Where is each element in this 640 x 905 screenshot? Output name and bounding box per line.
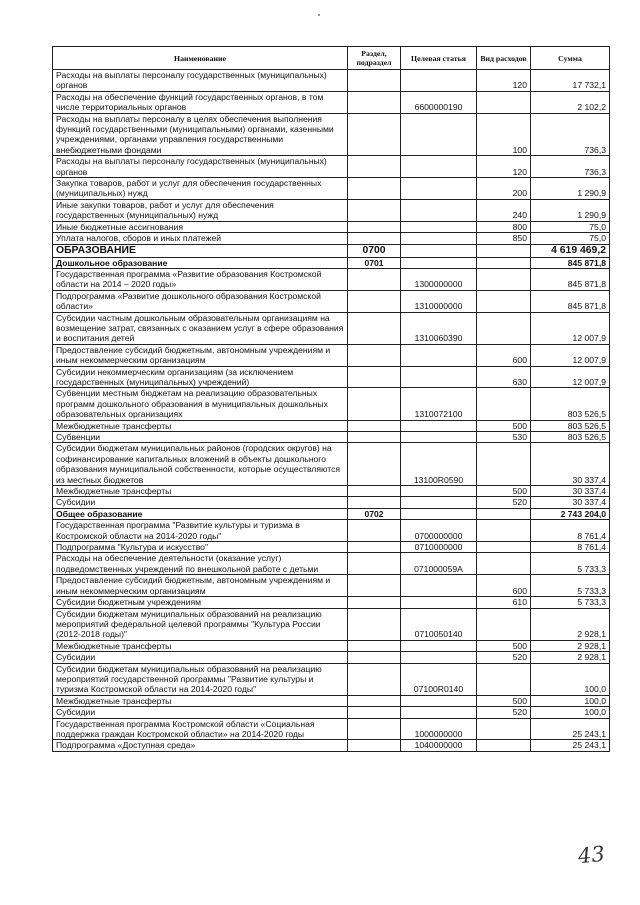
row-section (348, 312, 401, 344)
row-amount: 75,0 (531, 233, 610, 244)
row-name: Субвенции (53, 432, 348, 443)
row-target (401, 652, 477, 663)
row-section (348, 91, 401, 113)
table-row (53, 608, 610, 640)
header-section: Раздел, подраздел (348, 47, 401, 70)
row-section (348, 707, 401, 718)
row-vid: 100 (477, 113, 531, 156)
row-section (348, 575, 401, 597)
row-amount: 100,0 (531, 663, 610, 695)
table-row (53, 695, 610, 706)
row-vid (477, 520, 531, 542)
row-vid: 120 (477, 70, 531, 92)
row-target (401, 420, 477, 431)
row-target: 1310072100 (401, 388, 477, 420)
row-name: Субсидии бюджетам муниципальных образований на реализацию мероприятий государственной программы "Развитие культуры и туризма Костромской области на 2014-2020 годы" (53, 663, 348, 695)
row-section (348, 608, 401, 640)
table-row (53, 542, 610, 553)
row-vid (477, 718, 531, 740)
table-row (53, 652, 610, 663)
row-name: Межбюджетные трансферты (53, 695, 348, 706)
row-name: Субвенции местным бюджетам на реализацию образовательных программ дошкольного образования в муниципальных дошкольных образовательных организациях (53, 388, 348, 420)
row-section (348, 520, 401, 542)
table-row (53, 663, 610, 695)
row-amount: 2 928,1 (531, 608, 610, 640)
header-name: Наименование (53, 47, 348, 70)
row-name: Государственная программа "Развитие культуры и туризма в Костромской области на 2014-2020 годы" (53, 520, 348, 542)
row-name: Субсидии бюджетам муниципальных образований на реализацию мероприятий федеральной целевой программы "Культура России (2012-2018 годы)" (53, 608, 348, 640)
table-row (53, 70, 610, 92)
table-row (53, 388, 610, 420)
table-row (53, 113, 610, 156)
row-amount: 12 007,9 (531, 366, 610, 388)
row-target (401, 497, 477, 508)
row-section (348, 156, 401, 178)
row-vid (477, 290, 531, 312)
row-amount: 1 290,9 (531, 178, 610, 200)
table-row (53, 553, 610, 575)
row-amount: 2 928,1 (531, 652, 610, 663)
row-section (348, 199, 401, 221)
row-target: 1310000000 (401, 290, 477, 312)
scan-speck (318, 14, 320, 16)
table-row (53, 443, 610, 486)
row-amount: 75,0 (531, 221, 610, 232)
row-amount: 30 337,4 (531, 443, 610, 486)
table-row (53, 199, 610, 221)
row-amount: 845 871,8 (531, 257, 610, 268)
row-vid: 520 (477, 497, 531, 508)
row-vid: 500 (477, 420, 531, 431)
row-section (348, 420, 401, 431)
row-section (348, 695, 401, 706)
row-vid: 500 (477, 695, 531, 706)
row-target: 0710050140 (401, 608, 477, 640)
row-vid (477, 244, 531, 257)
row-vid: 600 (477, 575, 531, 597)
row-vid (477, 388, 531, 420)
row-amount: 5 733,3 (531, 553, 610, 575)
row-amount: 30 337,4 (531, 497, 610, 508)
row-vid: 240 (477, 199, 531, 221)
table-row (53, 432, 610, 443)
budget-table (52, 46, 610, 752)
row-target (401, 344, 477, 366)
table-row (53, 91, 610, 113)
row-name: Подпрограмма "Культура и искусство" (53, 542, 348, 553)
row-name: Межбюджетные трансферты (53, 486, 348, 497)
row-vid: 200 (477, 178, 531, 200)
row-amount: 803 526,5 (531, 388, 610, 420)
row-section (348, 718, 401, 740)
table-row (53, 268, 610, 290)
table-row (53, 257, 610, 268)
row-target: 07100R0140 (401, 663, 477, 695)
row-section: 0700 (348, 244, 401, 257)
row-target (401, 486, 477, 497)
row-amount: 8 761,4 (531, 520, 610, 542)
row-vid (477, 553, 531, 575)
row-section: 0701 (348, 257, 401, 268)
row-name: Уплата налогов, сборов и иных платежей (53, 233, 348, 244)
row-name: Закупка товаров, работ и услуг для обеспечения государственных (муниципальных) нужд (53, 178, 348, 200)
row-amount: 845 871,8 (531, 268, 610, 290)
row-target: 1040000000 (401, 740, 477, 751)
row-target: 0710000000 (401, 542, 477, 553)
row-target (401, 707, 477, 718)
row-target (401, 257, 477, 268)
row-name: Субсидии частным дошкольным образовательным организациям на возмещение затрат, связанных с оказанием услуг в сфере образования и воспитания детей (53, 312, 348, 344)
row-section (348, 486, 401, 497)
row-name: Субсидии бюджетам муниципальных районов (городских округов) на софинансирование капитальных вложений в объекты дошкольного образования муниципальной собственности, которые осуществляются из местных бюджетов (53, 443, 348, 486)
table-row (53, 497, 610, 508)
row-vid: 850 (477, 233, 531, 244)
row-section (348, 178, 401, 200)
row-amount: 17 732,1 (531, 70, 610, 92)
row-amount: 5 733,3 (531, 575, 610, 597)
row-section (348, 221, 401, 232)
row-section (348, 663, 401, 695)
row-name: Подпрограмма «Развитие дошкольного образования Костромской области» (53, 290, 348, 312)
row-target (401, 508, 477, 519)
row-amount: 25 243,1 (531, 718, 610, 740)
row-name: Субсидии бюджетным учреждениям (53, 597, 348, 608)
row-amount: 30 337,4 (531, 486, 610, 497)
row-section (348, 640, 401, 651)
row-target (401, 575, 477, 597)
row-name: Расходы на обеспечение функций государственных органов, в том числе территориальных органов (53, 91, 348, 113)
row-vid: 600 (477, 344, 531, 366)
row-vid (477, 740, 531, 751)
row-section (348, 366, 401, 388)
header-amount: Сумма (531, 47, 610, 70)
row-section (348, 497, 401, 508)
table-row (53, 597, 610, 608)
row-name: Дошкольное образование (53, 257, 348, 268)
row-section (348, 113, 401, 156)
row-amount: 5 733,3 (531, 597, 610, 608)
row-amount: 2 743 204,0 (531, 508, 610, 519)
row-name: Субсидии (53, 707, 348, 718)
row-name: Предоставление субсидий бюджетным, автономным учреждениям и иным некоммерческим организациям (53, 575, 348, 597)
row-amount: 12 007,9 (531, 312, 610, 344)
row-section (348, 233, 401, 244)
row-target: 1000000000 (401, 718, 477, 740)
row-target (401, 432, 477, 443)
row-target (401, 156, 477, 178)
row-target (401, 221, 477, 232)
row-vid (477, 443, 531, 486)
row-name: Расходы на обеспечение деятельности (оказание услуг) подведомственных учреждений по внешкольной работе с детьми (53, 553, 348, 575)
row-amount: 1 290,9 (531, 199, 610, 221)
row-name: Межбюджетные трансферты (53, 640, 348, 651)
row-target (401, 597, 477, 608)
row-vid: 520 (477, 652, 531, 663)
row-amount: 12 007,9 (531, 344, 610, 366)
table-row (53, 420, 610, 431)
table-row (53, 486, 610, 497)
row-vid (477, 91, 531, 113)
row-vid: 530 (477, 432, 531, 443)
row-target (401, 233, 477, 244)
row-vid: 630 (477, 366, 531, 388)
row-amount: 25 243,1 (531, 740, 610, 751)
row-target (401, 244, 477, 257)
row-amount: 4 619 469,2 (531, 244, 610, 257)
table-row (53, 575, 610, 597)
row-amount: 803 526,5 (531, 420, 610, 431)
table-header (53, 47, 610, 70)
table-row (53, 233, 610, 244)
table-row (53, 508, 610, 519)
table-row (53, 178, 610, 200)
table-row (53, 221, 610, 232)
row-vid (477, 508, 531, 519)
row-amount: 2 102,2 (531, 91, 610, 113)
row-vid: 500 (477, 486, 531, 497)
row-target (401, 70, 477, 92)
row-section (348, 388, 401, 420)
row-target: 6600000190 (401, 91, 477, 113)
table-row (53, 290, 610, 312)
row-amount: 2 928,1 (531, 640, 610, 651)
row-vid: 520 (477, 707, 531, 718)
row-amount: 8 761,4 (531, 542, 610, 553)
table-row (53, 707, 610, 718)
row-target: 1300000000 (401, 268, 477, 290)
row-section (348, 542, 401, 553)
table-row (53, 640, 610, 651)
row-name: Расходы на выплаты персоналу государственных (муниципальных) органов (53, 156, 348, 178)
row-section (348, 553, 401, 575)
row-vid (477, 257, 531, 268)
row-section (348, 740, 401, 751)
row-name: Государственная программа «Развитие образования Костромской области на 2014 – 2020 годы» (53, 268, 348, 290)
row-vid (477, 608, 531, 640)
row-section (348, 268, 401, 290)
row-target: 1310060390 (401, 312, 477, 344)
row-target (401, 366, 477, 388)
row-target (401, 640, 477, 651)
row-amount: 100,0 (531, 707, 610, 718)
row-target (401, 199, 477, 221)
row-vid: 800 (477, 221, 531, 232)
row-section (348, 597, 401, 608)
row-name: ОБРАЗОВАНИЕ (53, 244, 348, 257)
row-section: 0702 (348, 508, 401, 519)
row-amount: 100,0 (531, 695, 610, 706)
header-target: Целевая статья (401, 47, 477, 70)
table-row (53, 156, 610, 178)
row-name: Расходы на выплаты персоналу в целях обеспечения выполнения функций государственными (муниципальными) органами, казенными учреждениями, органами управления государственными внебюджетными фондами (53, 113, 348, 156)
row-vid (477, 542, 531, 553)
row-amount: 803 526,5 (531, 432, 610, 443)
row-name: Государственная программа Костромской области «Социальная поддержка граждан Костромской области» на 2014-2020 годы (53, 718, 348, 740)
row-target (401, 178, 477, 200)
table-row (53, 244, 610, 257)
row-target (401, 113, 477, 156)
row-name: Субсидии некоммерческим организациям (за исключением государственных (муниципальных) учреждений) (53, 366, 348, 388)
row-target: 071000059А (401, 553, 477, 575)
row-section (348, 443, 401, 486)
table-row (53, 312, 610, 344)
row-name: Субсидии (53, 652, 348, 663)
page-number: 43 (576, 841, 606, 869)
row-name: Общее образование (53, 508, 348, 519)
row-amount: 845 871,8 (531, 290, 610, 312)
row-vid (477, 663, 531, 695)
row-target (401, 695, 477, 706)
row-name: Расходы на выплаты персоналу государственных (муниципальных) органов (53, 70, 348, 92)
row-vid: 610 (477, 597, 531, 608)
row-vid (477, 268, 531, 290)
row-section (348, 432, 401, 443)
row-name: Межбюджетные трансферты (53, 420, 348, 431)
row-section (348, 70, 401, 92)
row-name: Предоставление субсидий бюджетным, автономным учреждениям и иным некоммерческим организациям (53, 344, 348, 366)
row-vid: 500 (477, 640, 531, 651)
row-name: Субсидии (53, 497, 348, 508)
table-row (53, 520, 610, 542)
row-vid (477, 312, 531, 344)
table-row (53, 740, 610, 751)
header-vid: Вид расходов (477, 47, 531, 70)
row-name: Иные бюджетные ассигнования (53, 221, 348, 232)
row-section (348, 290, 401, 312)
row-section (348, 652, 401, 663)
table-row (53, 344, 610, 366)
row-amount: 736,3 (531, 156, 610, 178)
table-body (53, 70, 610, 752)
row-vid: 120 (477, 156, 531, 178)
row-section (348, 344, 401, 366)
table-row (53, 718, 610, 740)
row-target: 0700000000 (401, 520, 477, 542)
row-name: Подпрограмма «Доступная среда» (53, 740, 348, 751)
row-name: Иные закупки товаров, работ и услуг для обеспечения государственных (муниципальных) нужд (53, 199, 348, 221)
table-row (53, 366, 610, 388)
row-amount: 736,3 (531, 113, 610, 156)
row-target: 13100R0590 (401, 443, 477, 486)
